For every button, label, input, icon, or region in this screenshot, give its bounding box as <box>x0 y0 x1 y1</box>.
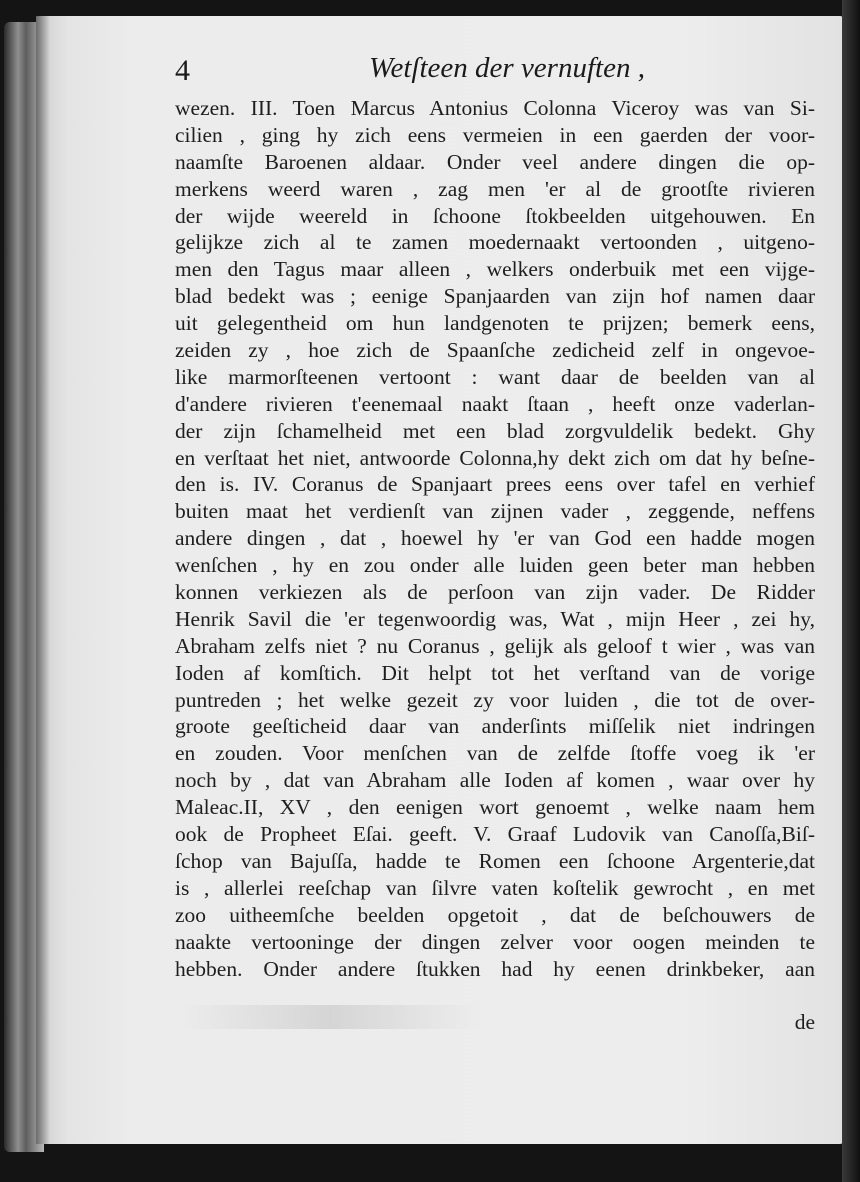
text-line: den is. IV. Coranus de Spanjaart prees eens over tafel en verhief <box>175 472 815 497</box>
text-line: like marmorſteenen vertoont : want daar de beelden van al <box>175 364 815 389</box>
catchword: de <box>794 1010 815 1034</box>
text-line: zeiden zy , hoe zich de Spaanſche zedicheid zelf in ongevoe- <box>175 338 815 363</box>
text-line: d'andere rivieren t'eenemaal naakt ſtaan , heeft onze vaderlan- <box>175 391 815 416</box>
text-line: andere dingen , dat , hoewel hy 'er van God een hadde mogen <box>175 526 815 551</box>
text-line: puntreden ; het welke gezeit zy voor luiden , die tot de over- <box>175 687 815 712</box>
text-line: wezen. III. Toen Marcus Antonius Colonna Viceroy was van Si- <box>175 96 815 120</box>
text-line: en verſtaat het niet, antwoorde Colonna,hy dekt zich om dat hy beſne- <box>175 445 815 470</box>
text-line: merkens weerd waren , zag men 'er al de grootſte rivieren <box>175 176 815 201</box>
text-line: naamſte Baroenen aldaar. Onder veel andere dingen die op- <box>175 149 815 174</box>
text-line: cilien , ging hy zich eens vermeien in een gaerden der voor- <box>175 122 815 147</box>
text-line: men den Tagus maar alleen , welkers onderbuik met een vijge- <box>175 257 815 282</box>
text-line: Maleac.II, XV , den eenigen wort genoemt , welke naam hem <box>175 795 815 820</box>
scan-right-edge <box>842 0 860 1182</box>
text-line: Henrik Savil die 'er tegenwoordig was, Wat , mijn Heer , zei hy, <box>175 606 815 631</box>
text-line: blad bedekt was ; eenige Spanjaarden van zijn hof namen daar <box>175 284 815 309</box>
text-line: konnen verkiezen als de perſoon van zijn vader. De Ridder <box>175 580 815 605</box>
text-line: gelijkze zich al te zamen moedernaakt vertoonden , uitgeno- <box>175 230 815 255</box>
text-line: hebben. Onder andere ſtukken had hy eenen drinkbeker, aan <box>175 956 815 981</box>
gutter-shadow <box>36 16 50 1144</box>
text-line: der wijde weereld in ſchoone ſtokbeelden uitgehouwen. En <box>175 203 815 228</box>
page-number: 4 <box>175 54 190 87</box>
text-line: ſchop van Bajuſſa, hadde te Romen een ſchoone Argenterie,dat <box>175 848 815 873</box>
text-line: buiten maat het verdienſt van zijnen vader , zeggende, neffens <box>175 499 815 524</box>
running-head: Wetſteen der vernuften , <box>369 52 645 84</box>
text-line: Ioden af komſtich. Dit helpt tot het verſtand van de vorige <box>175 660 815 685</box>
page-header <box>175 48 815 92</box>
text-line: groote geeſticheid daar van anderſints miſſelik niet indringen <box>175 714 815 739</box>
text-line: is , allerlei reeſchap van ſilvre vaten koſtelik gewrocht , en met <box>175 875 815 900</box>
text-line: uit gelegentheid om hun landgenoten te prijzen; bemerk eens, <box>175 311 815 336</box>
text-line: Abraham zelfs niet ? nu Coranus , gelijk als geloof t wier , was van <box>175 633 815 658</box>
text-line: en zouden. Voor menſchen van de zelfde ſtoffe voeg ik 'er <box>175 741 815 766</box>
text-line: wenſchen , hy en zou onder alle luiden geen beter man hebben <box>175 553 815 578</box>
body-text <box>175 95 815 982</box>
text-line: ook de Propheet Eſai. geeft. V. Graaf Ludovik van Canoſſa,Biſ- <box>175 822 815 847</box>
text-line: zoo uitheemſche beelden opgetoit , dat de beſchouwers de <box>175 902 815 927</box>
text-line: noch by , dat van Abraham alle Ioden af komen , waar over hy <box>175 768 815 793</box>
text-line: der zijn ſchamelheid met een blad zorgvuldelik bedekt. Ghy <box>175 418 815 443</box>
text-line: naakte vertooninge der dingen zelver voor oogen meinden te <box>175 929 815 954</box>
